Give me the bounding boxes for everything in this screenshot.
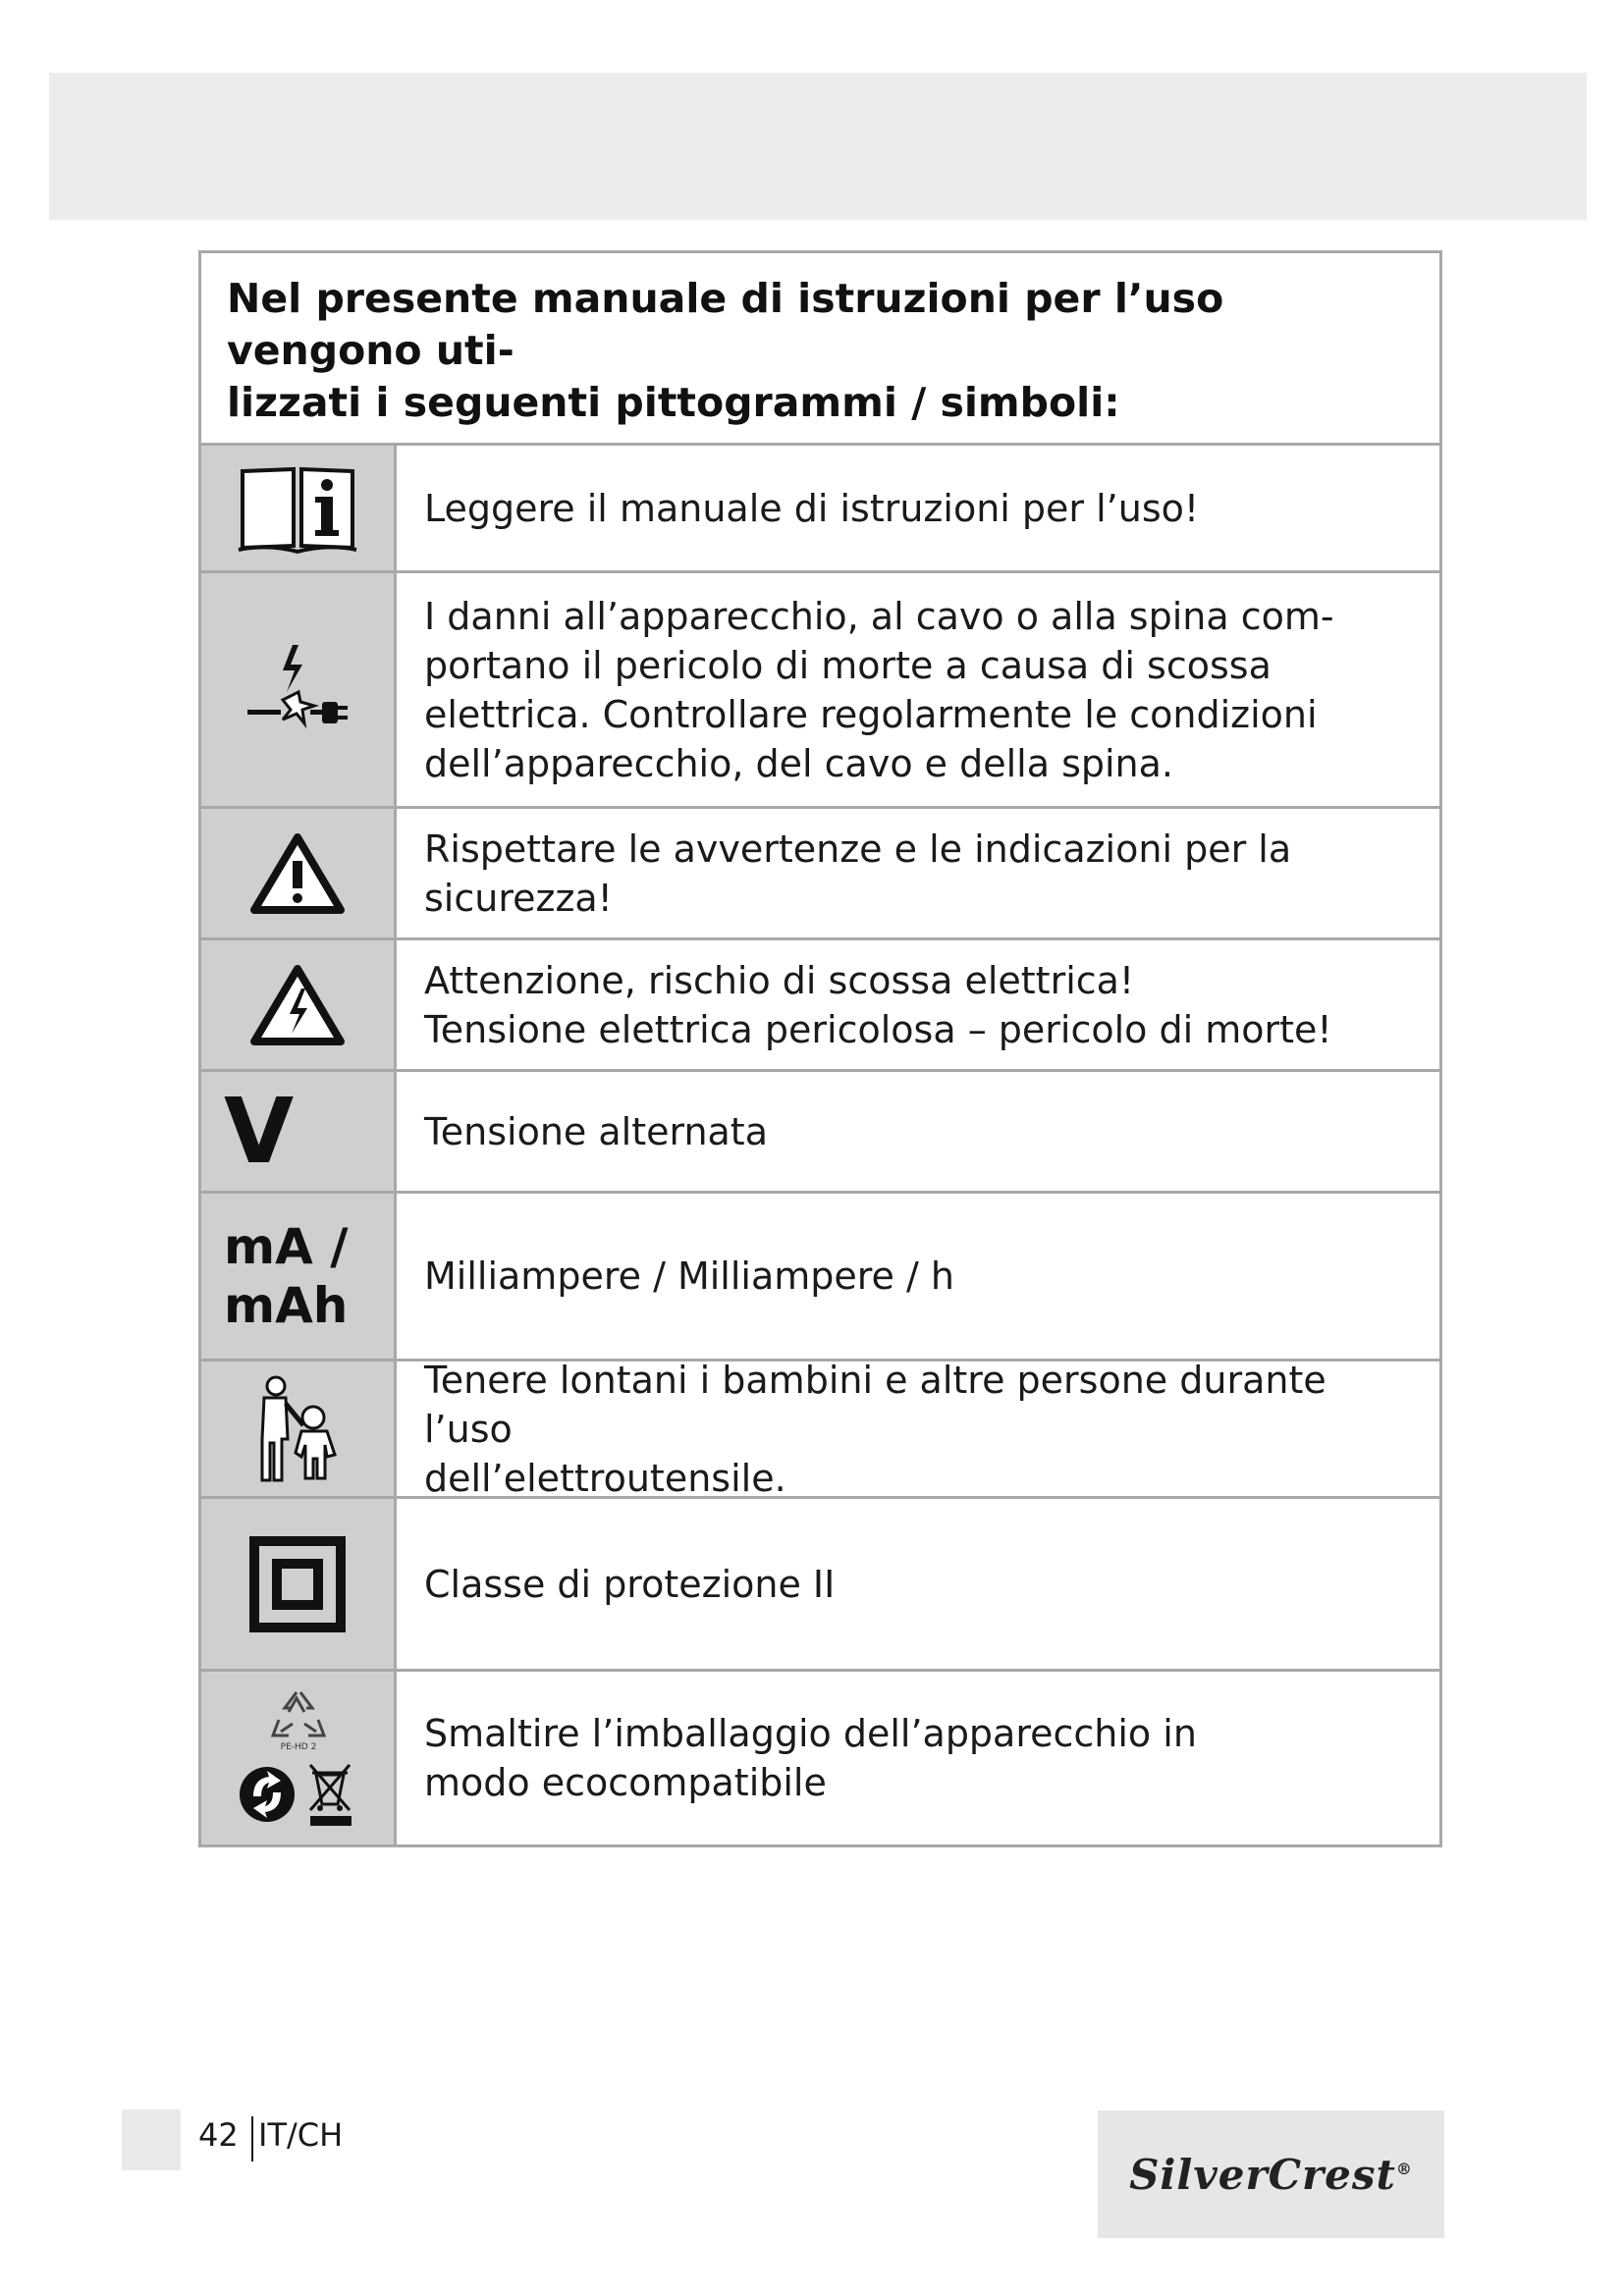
milliampere-symbol [201,1194,397,1359]
row-line: Tenere lontani i bambini e altre persone durante l’uso [424,1358,1326,1451]
row-line: Classe di protezione II [424,1562,836,1606]
damaged-cable-shock-icon [201,573,397,806]
unit-line: mAh [224,1277,349,1334]
symbol-row-children [201,1358,1439,1500]
language-code: IT/CH [258,2116,344,2154]
symbol-row-safety-warning [201,809,1439,940]
symbol-row-electric-shock [201,940,1439,1072]
table-header [201,253,1439,446]
row-text [397,1499,1439,1669]
row-text [397,446,1439,570]
brand-box [1098,2110,1444,2238]
row-line: modo ecocompatibile [424,1761,827,1804]
unit-symbol [224,1217,371,1335]
row-line: Leggere il manuale di istruzioni per l’uso! [424,486,1200,530]
row-line: I danni all’apparecchio, al cavo o alla spina com- [424,594,1334,638]
symbol-row-manual [201,446,1439,573]
row-line: Milliampere / Milliampere / h [424,1255,954,1298]
manual-info-icon [201,446,397,570]
header-line-2: lizzati i seguenti pittogrammi / simboli: [227,379,1120,426]
row-text [397,940,1439,1069]
footer-tab [122,2109,181,2170]
unit-line: mA / [224,1218,349,1275]
row-line: Smaltire l’imballaggio dell’apparecchio in [424,1712,1197,1755]
symbol-row-alternating-voltage [201,1072,1439,1194]
row-text [397,1672,1439,1844]
recycling-disposal-icon [201,1672,397,1844]
keep-children-away-icon [201,1362,397,1496]
row-text [397,809,1439,937]
row-line: Attenzione, rischio di scossa elettrica! [424,958,1135,1002]
recycle-code: PE-HD 2 [280,1742,317,1752]
protection-class-ii-icon [201,1499,397,1669]
row-line: Tensione elettrica pericolosa – pericolo di morte! [424,1007,1332,1051]
brand-mark: ® [1395,2159,1413,2178]
row-line: dell’apparecchio, del cavo e della spina. [424,741,1174,785]
row-text [397,1072,1439,1191]
row-line: Rispettare le avvertenze e le indicazioni per la sicurezza! [424,827,1292,920]
symbol-row-protection-class [201,1499,1439,1672]
symbol-row-milliampere [201,1194,1439,1362]
page-number: 42 [198,2116,239,2154]
row-line: elettrica. Controllare regolarmente le condizioni [424,692,1318,736]
row-line: Tensione alternata [424,1109,768,1153]
symbols-table [198,250,1442,1847]
row-line: dell’elettroutensile. [424,1456,786,1500]
electric-shock-warning-icon [201,940,397,1069]
row-text [397,573,1439,806]
alternating-voltage-icon [201,1072,397,1191]
header-line-1: Nel presente manuale di istruzioni per l’uso vengono uti- [227,275,1224,374]
row-text [397,1358,1439,1500]
symbol-row-damaged-cable [201,573,1439,809]
brand-logo [1129,2151,1413,2199]
footer-divider [251,2116,253,2162]
warning-triangle-icon [201,809,397,937]
row-line: portano il pericolo di morte a causa di scossa [424,643,1272,687]
brand-name: SilverCrest [1129,2150,1396,2199]
voltage-symbol: V [224,1078,295,1184]
top-gray-band [49,73,1587,220]
symbol-row-recycling [201,1672,1439,1844]
row-text [397,1194,1439,1359]
